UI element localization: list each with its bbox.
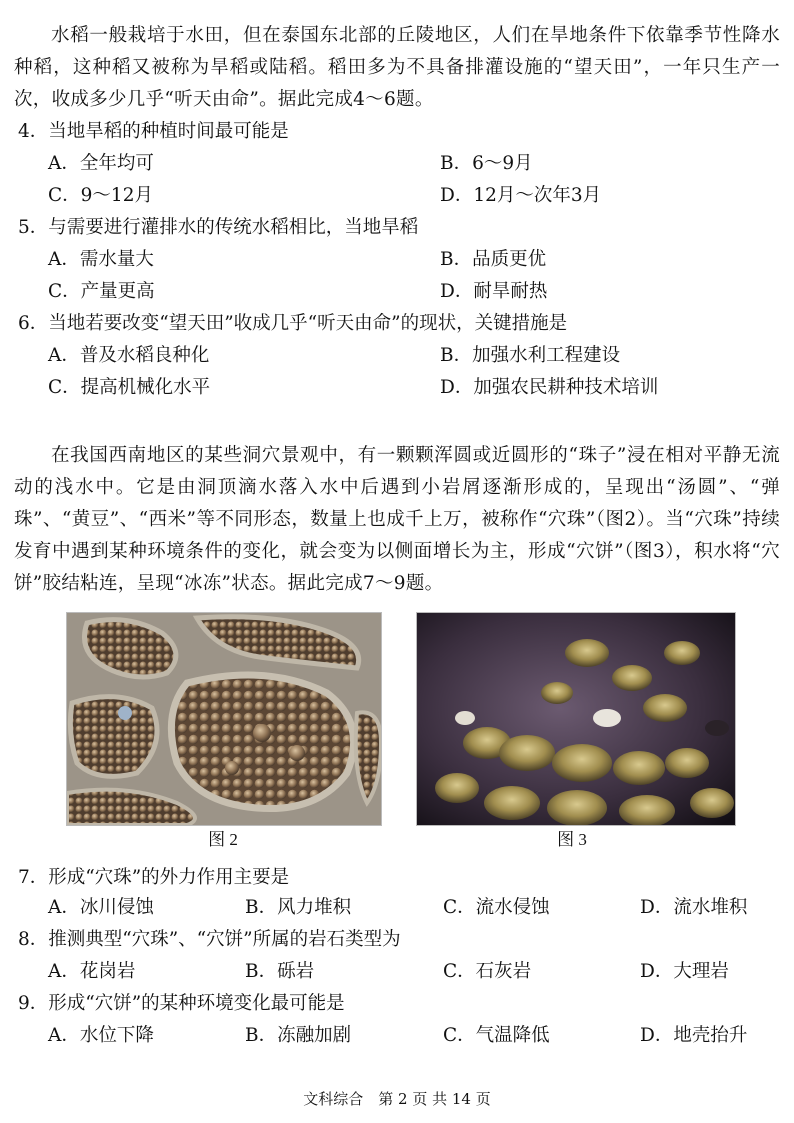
question-4-stem: 4．当地旱稻的种植时间最可能是 — [18, 121, 289, 142]
q6-option-d: D．加强农民耕种技术培训 — [440, 377, 659, 398]
question-9-stem: 9．形成“穴饼”的某种环境变化最可能是 — [18, 993, 345, 1014]
q9-option-a: A．水位下降 — [48, 1025, 154, 1046]
question-5-stem: 5．与需要进行灌排水的传统水稻相比，当地旱稻 — [18, 217, 419, 238]
q6-option-c: C．提高机械化水平 — [48, 377, 211, 398]
q9-option-c: C．气温降低 — [443, 1025, 550, 1046]
question-6-stem: 6．当地若要改变“望天田”收成几乎“听天由命”的现状，关键措施是 — [18, 313, 568, 334]
q6-option-a: A．普及水稻良种化 — [48, 345, 210, 366]
q4-option-c: C．9～12月 — [48, 185, 153, 206]
q7-option-c: C．流水侵蚀 — [443, 897, 550, 918]
q5-option-b: B．品质更优 — [440, 249, 547, 270]
q6-option-b: B．加强水利工程建设 — [440, 345, 621, 366]
q9-option-b: B．冻融加剧 — [245, 1025, 352, 1046]
figure-3-caption: 图 3 — [557, 830, 587, 849]
q8-option-c: C．石灰岩 — [443, 961, 532, 982]
q7-option-d: D．流水堆积 — [640, 897, 748, 918]
figure-2-cave-pearls-photo — [66, 612, 382, 826]
q4-option-d: D．12月～次年3月 — [440, 185, 602, 206]
q8-option-b: B．砾岩 — [245, 961, 315, 982]
figure-2-caption: 图 2 — [208, 830, 238, 849]
figure-3-cave-pies-photo — [416, 612, 736, 826]
q5-option-d: D．耐旱耐热 — [440, 281, 548, 302]
q7-option-a: A．冰川侵蚀 — [48, 897, 154, 918]
q5-option-c: C．产量更高 — [48, 281, 155, 302]
passage-rice: 水稻一般栽培于水田，但在泰国东北部的丘陵地区，人们在旱地条件下依靠季节性降水种稻，这种稻又被称为旱稻或陆稻。稻田多为不具备排灌设施的“望天田”，一年只生产一次，收成多少几乎“听天由命”。据此完成4～6题。 — [14, 25, 780, 110]
passage-cave-pearls: 在我国西南地区的某些洞穴景观中，有一颗颗浑圆或近圆形的“珠子”浸在相对平静无流动的浅水中。它是由洞顶滴水落入水中后遇到小岩屑逐渐形成的，呈现出“汤圆”、“弹珠”、“黄豆”、“西米”等不同形态，数量上也成千上万，被称作“穴珠”（图2）。当“穴珠”持续发育中遇到某种环境条件的变化，就会变为以侧面增长为主，形成“穴饼”（图3），积水将“穴饼”胶结粘连，呈现“冰冻”状态。据此完成7～9题。 — [14, 445, 780, 594]
q8-option-d: D．大理岩 — [640, 961, 729, 982]
q5-option-a: A．需水量大 — [48, 249, 154, 270]
question-8-stem: 8．推测典型“穴珠”、“穴饼”所属的岩石类型为 — [18, 929, 401, 950]
question-7-stem: 7．形成“穴珠”的外力作用主要是 — [18, 867, 290, 888]
q7-option-b: B．风力堆积 — [245, 897, 352, 918]
q8-option-a: A．花岗岩 — [48, 961, 136, 982]
q4-option-b: B．6～9月 — [440, 153, 533, 174]
q9-option-d: D．地壳抬升 — [640, 1025, 748, 1046]
q4-option-a: A．全年均可 — [48, 153, 154, 174]
page-footer: 文科综合 第 2 页 共 14 页 — [303, 1090, 491, 1108]
